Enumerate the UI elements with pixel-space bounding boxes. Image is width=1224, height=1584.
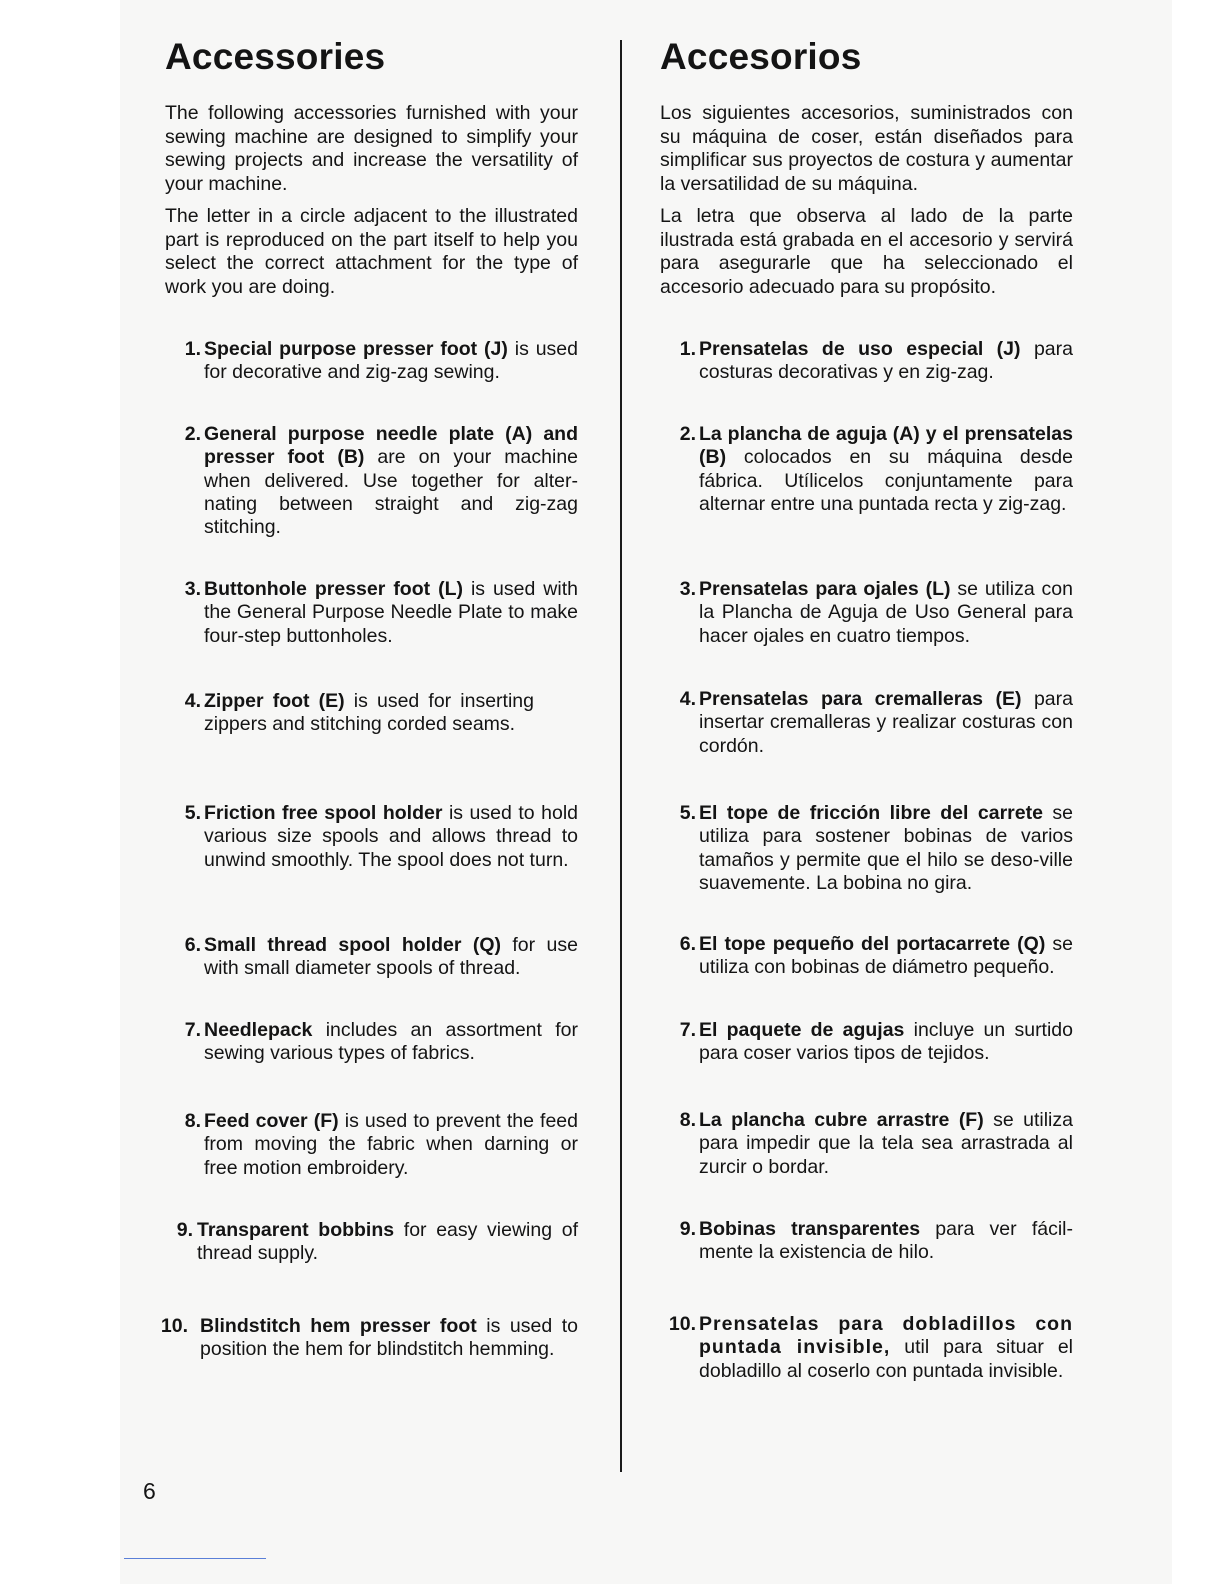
spanish-item-4 xyxy=(660,688,1073,758)
spanish-item-2 xyxy=(660,423,1073,516)
english-item-10 xyxy=(160,1315,579,1362)
spanish-intro-paragraph: Los siguientes accesorios, suministrados con su máquina de coser, están diseñados para simplificar sus proyectos de costura y aumentar la versatilidad de su máquina. xyxy=(660,102,1073,195)
item-description: are on your machine when delivered. Use together for alter-nating between straight and zig-zag stitching. xyxy=(204,446,579,539)
item-number: 5. xyxy=(184,802,201,824)
item-number: 9. xyxy=(679,1218,696,1240)
item-description: para insertar cremalleras y realizar costuras con cordón. xyxy=(699,688,1073,757)
english-title: Accessories xyxy=(165,36,386,77)
item-title: Needlepack xyxy=(204,1019,313,1041)
english-letter-paragraph: The letter in a circle adjacent to the illustrated part is reproduced on the part itself to help you select the correct attachment for the type of work you are doing. xyxy=(165,205,578,298)
item-title: La plancha de aguja (A) y el prensatelas (B) xyxy=(699,423,1073,469)
item-number: 5. xyxy=(679,802,696,824)
spanish-item-5 xyxy=(660,802,1073,895)
item-description: se utiliza para impedir que la tela sea arrastrada al zurcir o bordar. xyxy=(699,1109,1073,1178)
item-title: Small thread spool holder (Q) xyxy=(204,934,501,956)
item-number: 4. xyxy=(184,690,201,712)
item-description: para ver fácil-mente la existencia de hilo. xyxy=(699,1218,1074,1264)
item-title: El paquete de agujas xyxy=(699,1019,905,1041)
item-description: is used with the General Purpose Needle Plate to make four-step buttonholes. xyxy=(204,578,578,647)
spanish-item-9 xyxy=(660,1218,1073,1265)
item-title: El tope pequeño del portacarrete (Q) xyxy=(699,933,1046,955)
item-number: 10. xyxy=(160,1315,188,1337)
item-title: Transparent bobbins xyxy=(197,1219,395,1241)
item-title: La plancha cubre arrastre (F) xyxy=(699,1109,984,1131)
spanish-item-8 xyxy=(660,1109,1073,1179)
item-description: for easy viewing of thread supply. xyxy=(197,1219,578,1265)
item-number: 3. xyxy=(679,578,696,600)
english-item-4 xyxy=(165,690,578,737)
item-number: 2. xyxy=(679,423,696,445)
column-divider xyxy=(620,40,622,1472)
item-description: is used to hold various size spools and allows thread to unwind smoothly. The spool does not turn. xyxy=(204,802,579,871)
english-intro-paragraph: The following accessories furnished with your sewing machine are designed to simplify your sewing projects and increase the versatility of your machine. xyxy=(165,102,578,195)
item-title: Blindstitch hem presser foot xyxy=(200,1315,477,1337)
item-description: util para situar el dobladillo al coserlo con puntada invisible. xyxy=(699,1336,1073,1382)
english-item-2 xyxy=(165,423,578,539)
item-number: 6. xyxy=(679,933,696,955)
english-item-8 xyxy=(165,1110,578,1180)
item-number: 7. xyxy=(184,1019,201,1041)
spanish-item-6 xyxy=(660,933,1073,980)
item-number: 9. xyxy=(176,1219,193,1241)
item-description: se utiliza con la Plancha de Aguja de Uso General para hacer ojales en cuatro tiempos. xyxy=(699,578,1073,647)
item-number: 10. xyxy=(668,1313,696,1335)
item-title: Prensatelas para dobladillos con puntada invisible, xyxy=(699,1313,1073,1359)
english-item-6 xyxy=(165,934,578,981)
item-number: 4. xyxy=(679,688,696,710)
item-title: Zipper foot (E) xyxy=(204,690,345,712)
item-title: Prensatelas para cremalleras (E) xyxy=(699,688,1022,710)
item-title: Special purpose presser foot (J) xyxy=(204,338,508,360)
english-item-3 xyxy=(165,578,578,648)
spanish-letter-paragraph: La letra que observa al lado de la parte ilustrada está grabada en el accesorio y servirá para asegurarle que ha seleccionado el accesorio adecuado para su propósito. xyxy=(660,205,1073,298)
scan-edge-line xyxy=(124,1558,266,1559)
item-number: 1. xyxy=(679,338,696,360)
item-title: General purpose needle plate (A) and presser foot (B) xyxy=(204,423,578,469)
item-description: is used to position the hem for blindstitch hemming. xyxy=(200,1315,579,1361)
item-description: is used to prevent the feed from moving the fabric when darning or free motion embroidery. xyxy=(204,1110,578,1179)
english-item-1 xyxy=(165,338,578,385)
item-description: se utiliza para sostener bobinas de varios tamaños y permite que el hilo se deso-ville suavemente. La bobina no gira. xyxy=(699,802,1074,894)
english-item-5 xyxy=(165,802,578,872)
item-title: Prensatelas para ojales (L) xyxy=(699,578,951,600)
spanish-title: Accesorios xyxy=(660,36,862,77)
item-description: se utiliza con bobinas de diámetro pequeño. xyxy=(699,933,1073,979)
item-number: 6. xyxy=(184,934,201,956)
english-item-7 xyxy=(165,1019,578,1066)
item-title: El tope de fricción libre del carrete xyxy=(699,802,1043,824)
spanish-item-7 xyxy=(660,1019,1073,1066)
item-number: 8. xyxy=(679,1109,696,1131)
page-number: 6 xyxy=(143,1478,156,1504)
item-title: Bobinas transparentes xyxy=(699,1218,921,1240)
item-description: incluye un surtido para coser varios tipos de tejidos. xyxy=(699,1019,1073,1065)
item-title: Feed cover (F) xyxy=(204,1110,339,1132)
spanish-item-3 xyxy=(660,578,1073,648)
item-description: is used for decorative and zig-zag sewing. xyxy=(204,338,578,384)
item-number: 7. xyxy=(679,1019,696,1041)
item-title: Prensatelas de uso especial (J) xyxy=(699,338,1021,360)
item-description: colocados en su máquina desde fábrica. Utílicelos conjuntamente para alternar entre una puntada recta y zig-zag. xyxy=(699,446,1073,515)
spanish-item-1 xyxy=(660,338,1073,385)
item-number: 8. xyxy=(184,1110,201,1132)
item-description: is used for inserting zippers and stitching corded seams. xyxy=(204,690,534,736)
item-description: includes an assortment for sewing various types of fabrics. xyxy=(204,1019,578,1065)
item-description: for use with small diameter spools of thread. xyxy=(204,934,578,980)
item-number: 2. xyxy=(184,423,201,445)
item-title: Friction free spool holder xyxy=(204,802,443,824)
english-item-9 xyxy=(165,1219,578,1266)
spanish-item-10 xyxy=(660,1313,1073,1383)
item-description: para costuras decorativas y en zig-zag. xyxy=(699,338,1073,384)
item-number: 3. xyxy=(184,578,201,600)
item-title: Buttonhole presser foot (L) xyxy=(204,578,463,600)
item-number: 1. xyxy=(184,338,201,360)
